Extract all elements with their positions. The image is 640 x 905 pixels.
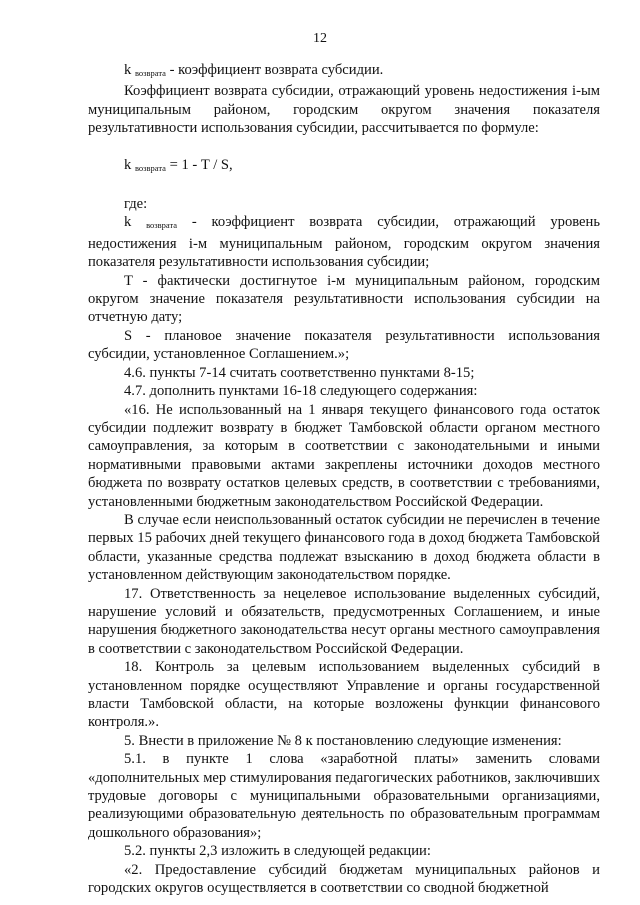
paragraph-2-subsidies: «2. Предоставление субсидий бюджетам муниципальных районов и городских округов осуществляется в соответствии со сводной бюджетной <box>88 861 600 897</box>
paragraph-4-6: 4.6. пункты 7-14 считать соответственно пунктами 8-15; <box>124 364 475 381</box>
paragraph-5: 5. Внести в приложение № 8 к постановлению следующие изменения: <box>124 732 562 749</box>
paragraph-5-1: 5.1. в пункте 1 слова «заработной платы» заменить словами «дополнительных мер стимулирования педагогических работников, заключивших трудовые договоры с муниципальными образовательными организациями, реализующими образовательную деятельность по образовательным программам дошкольного образования»; <box>88 751 600 841</box>
formula-expression: = 1 - T / S, <box>165 156 233 173</box>
paragraph-4-7: 4.7. дополнить пунктами 16-18 следующего содержания: <box>124 383 478 400</box>
formula-k-symbol: k <box>124 156 135 173</box>
k-symbol: k <box>124 62 135 78</box>
paragraph-t-explanation: T - фактически достигнутое i-м муниципальным районом, городским округом значение показателя результативности использования субсидии на отчетную дату; <box>88 272 600 326</box>
formula-subscript: возврата <box>134 162 166 173</box>
paragraph-17: 17. Ответственность за нецелевое использование выделенных субсидий, нарушение условий и обязательств, предусмотренных Соглашением, и иные нарушения бюджетного законодательства несут органы местного самоуправления в соответствии с законодательством Российской Федерации. <box>88 585 600 657</box>
paragraph-unused-balance: В случае если неиспользованный остаток субсидии не перечислен в течение первых 15 рабочих дней текущего финансового года в доход бюджета Тамбовской области, указанные средства подлежат взысканию в доход бюджета области в установленном действующим законодательством порядке. <box>88 511 600 584</box>
k-explanation-subscript: возврата <box>146 220 178 231</box>
paragraph-16: «16. Не использованный на 1 января текущего финансового года остаток субсидии подлежит возврату в бюджет Тамбовской области органом местного самоуправления, за которым в соответствии с законодательными и иными нормативными правовыми актами закреплены источники доходов местного бюджета по возврату остатков целевых средств, в соответствии с требованиями, установленными бюджетным законодательством Российской Федерации. <box>88 401 600 510</box>
k-explanation-symbol: k <box>124 214 147 231</box>
k-definition-text: - коэффициент возврата субсидии. <box>165 62 384 78</box>
k-subscript: возврата <box>134 68 166 78</box>
paragraph-s-explanation: S - плановое значение показателя результативности использования субсидии, установленное Соглашением.»; <box>88 327 600 363</box>
document-body <box>88 61 600 897</box>
page-number: 12 <box>313 31 327 46</box>
k-explanation-text: - коэффициент возврата субсидии, отражающий уровень недостижения i-м муниципальным районом, городским округом значения показателя результативности использования субсидии; <box>88 214 600 271</box>
formula <box>88 156 600 177</box>
paragraph-where: где: <box>124 196 148 213</box>
paragraph-coefficient-intro: Коэффициент возврата субсидии, отражающий уровень недостижения i-ым муниципальным районом, городским округом значения показателя результативности использования субсидии, рассчитывается по формуле: <box>88 83 600 137</box>
paragraph-k-explanation <box>88 213 600 271</box>
paragraph-18: 18. Контроль за целевым использованием выделенных субсидий в установленном порядке осуществляют Управление и органы государственной власти Тамбовской области, на которые возложены функции финансового контроля.». <box>88 659 600 731</box>
paragraph-5-2: 5.2. пункты 2,3 изложить в следующей редакции: <box>124 843 431 860</box>
paragraph-k-definition <box>88 61 600 82</box>
